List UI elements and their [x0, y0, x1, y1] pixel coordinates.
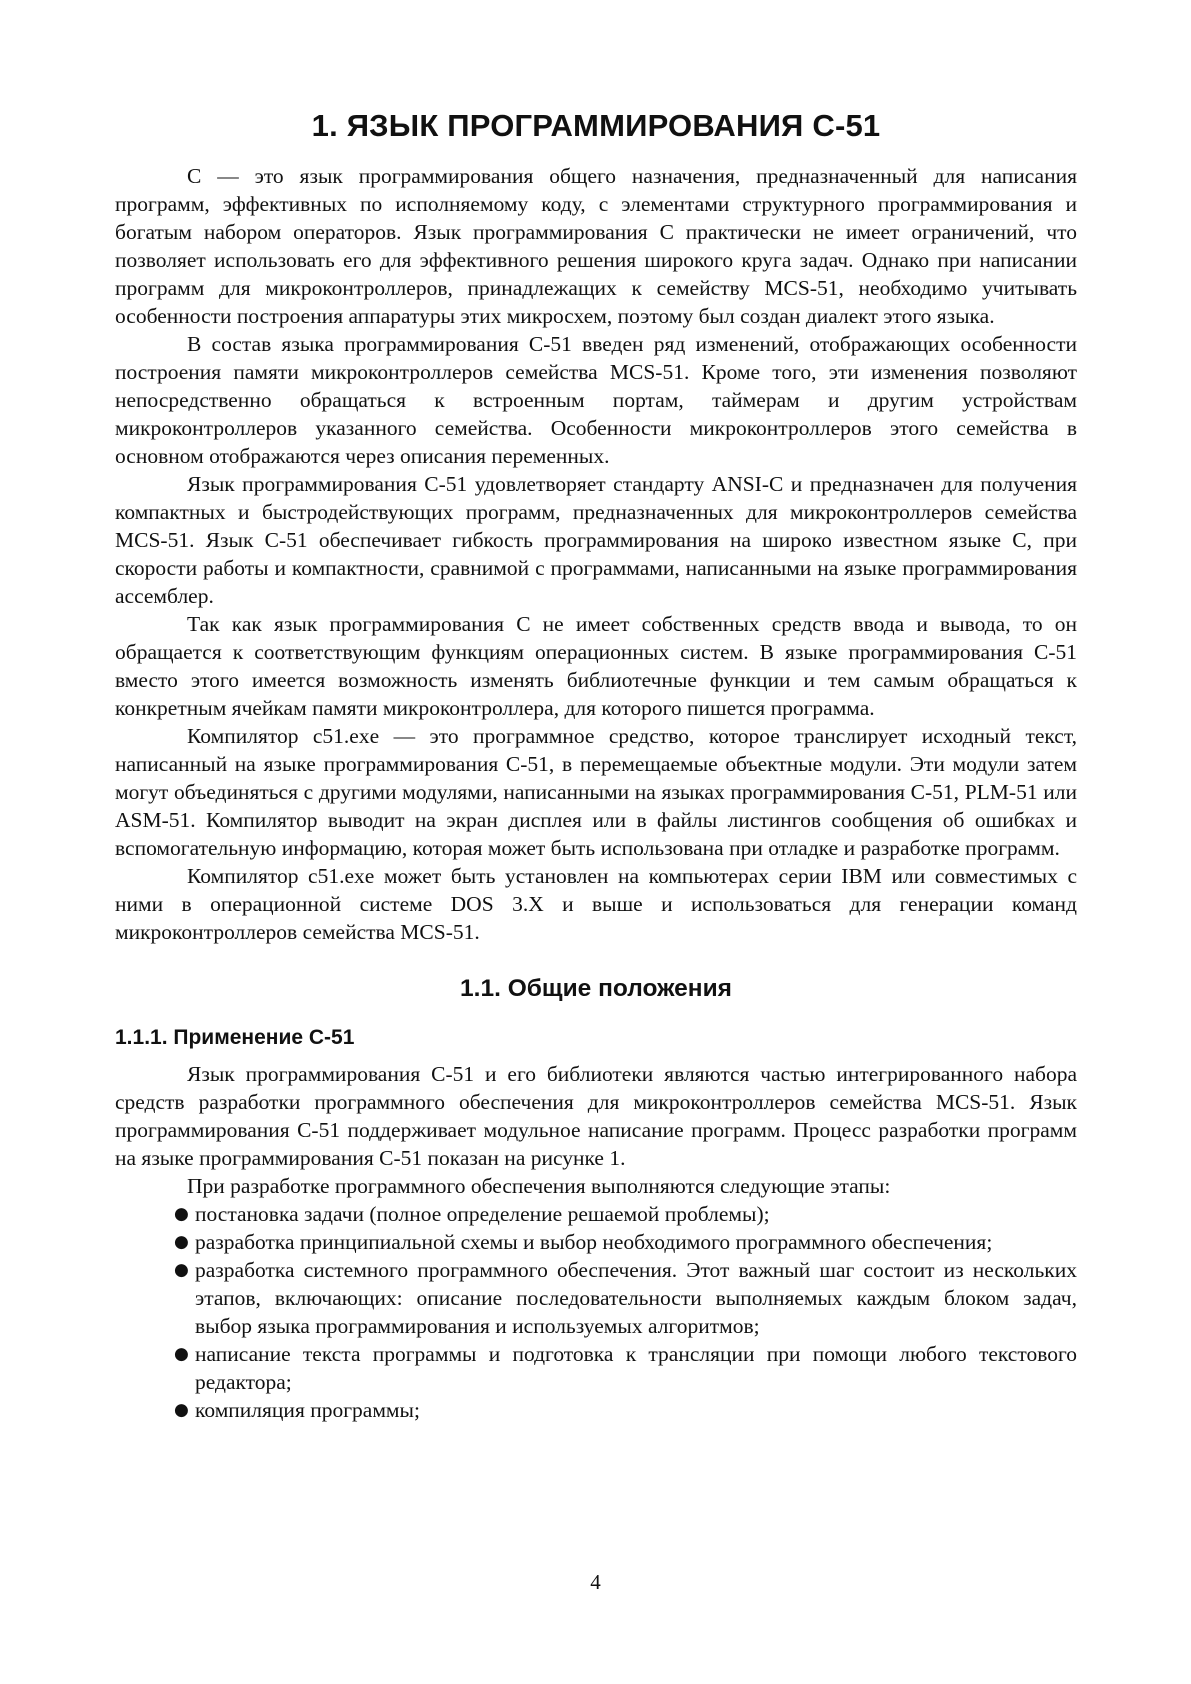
- stages-list: [115, 1200, 1077, 1424]
- bullet-icon: ●: [174, 1260, 189, 1280]
- list-item: [115, 1228, 1077, 1256]
- chapter-paragraph-5: Компилятор c51.exe — это программное средство, которое транслирует исходный текст, написанный на языке программирования С-51, в перемещаемые объектные модули. Эти модули затем могут объединяться с другими модулями, написанными на языках программирования С-51, PLM-51 или ASM-51. Компилятор выводит на экран дисплея или в файлы листингов сообщения об ошибках и вспомогательную информацию, которая может быть использована при отладке и разработке программ.: [115, 724, 1077, 860]
- subsection-paragraph-2: При разработке программного обеспечения выполняются следующие этапы:: [187, 1174, 891, 1198]
- list-item-text: компиляция программы;: [195, 1398, 420, 1422]
- list-item: [115, 1256, 1077, 1340]
- chapter-paragraph-3: Язык программирования С-51 удовлетворяет стандарту ANSI-C и предназначен для получения компактных и быстродействующих программ, предназначенных для микроконтроллеров семейства MCS-51. Язык С-51 обеспечивает гибкость программирования на широко известном языке С, при скорости работы и компактности, сравнимой с программами, написанными на языке программирования ассемблер.: [115, 472, 1077, 608]
- list-item: [115, 1200, 1077, 1228]
- list-item-text: разработка принципиальной схемы и выбор необходимого программного обеспечения;: [195, 1230, 993, 1254]
- list-item-text: написание текста программы и подготовка к трансляции при помощи любого текстового редактора;: [195, 1342, 1077, 1394]
- chapter-paragraph-4: Так как язык программирования С не имеет собственных средств ввода и вывода, то он обращается к соответствующим функциям операционных систем. В языке программирования С-51 вместо этого имеется возможность изменять библиотечные функции и тем самым обращаться к конкретным ячейкам памяти микроконтроллера, для которого пишется программа.: [115, 612, 1077, 720]
- bullet-icon: ●: [174, 1400, 189, 1420]
- list-item: [115, 1396, 1077, 1424]
- list-item-text: постановка задачи (полное определение решаемой проблемы);: [195, 1202, 770, 1226]
- page-content: [115, 108, 1077, 1424]
- chapter-paragraph-6: Компилятор c51.exe может быть установлен на компьютерах серии IBM или совместимых с ними в операционной системе DOS 3.X и выше и использоваться для генерации команд микроконтроллеров семейства MCS-51.: [115, 864, 1077, 944]
- list-item: [115, 1340, 1077, 1396]
- bullet-icon: ●: [174, 1204, 189, 1224]
- list-item-text: разработка системного программного обеспечения. Этот важный шаг состоит из нескольких этапов, включающих: описание последовательности выполняемых каждым блоком задач, выбор языка программирования и используемых алгоритмов;: [195, 1258, 1077, 1338]
- chapter-title: 1. ЯЗЫК ПРОГРАММИРОВАНИЯ С-51: [311, 108, 881, 143]
- chapter-paragraph-2: В состав языка программирования С-51 введен ряд изменений, отображающих особенности построения памяти микроконтроллеров семейства MCS-51. Кроме того, эти изменения позволяют непосредственно обращаться к встроенным портам, таймерам и другим устройствам микроконтроллеров указанного семейства. Особенности микроконтроллеров этого семейства в основном отображаются через описания переменных.: [115, 332, 1077, 468]
- section-title: 1.1. Общие положения: [460, 975, 732, 1002]
- bullet-icon: ●: [174, 1344, 189, 1364]
- page-number: 4: [590, 1570, 601, 1594]
- chapter-paragraph-1: С — это язык программирования общего назначения, предназначенный для написания программ, эффективных по исполняемому коду, с элементами структурного программирования и богатым набором операторов. Язык программирования С практически не имеет ограничений, что позволяет использовать его для эффективного решения широкого круга задач. Однако при написании программ для микроконтроллеров, принадлежащих к семейству MCS-51, необходимо учитывать особенности построения аппаратуры этих микросхем, поэтому был создан диалект этого языка.: [115, 164, 1077, 328]
- subsection-title: 1.1.1. Применение С-51: [115, 1026, 355, 1049]
- bullet-icon: ●: [174, 1232, 189, 1252]
- subsection-paragraph-1: Язык программирования С-51 и его библиотеки являются частью интегрированного набора средств разработки программного обеспечения для микроконтроллеров семейства MCS-51. Язык программирования С-51 поддерживает модульное написание программ. Процесс разработки программ на языке программирования С-51 показан на рисунке 1.: [115, 1062, 1077, 1170]
